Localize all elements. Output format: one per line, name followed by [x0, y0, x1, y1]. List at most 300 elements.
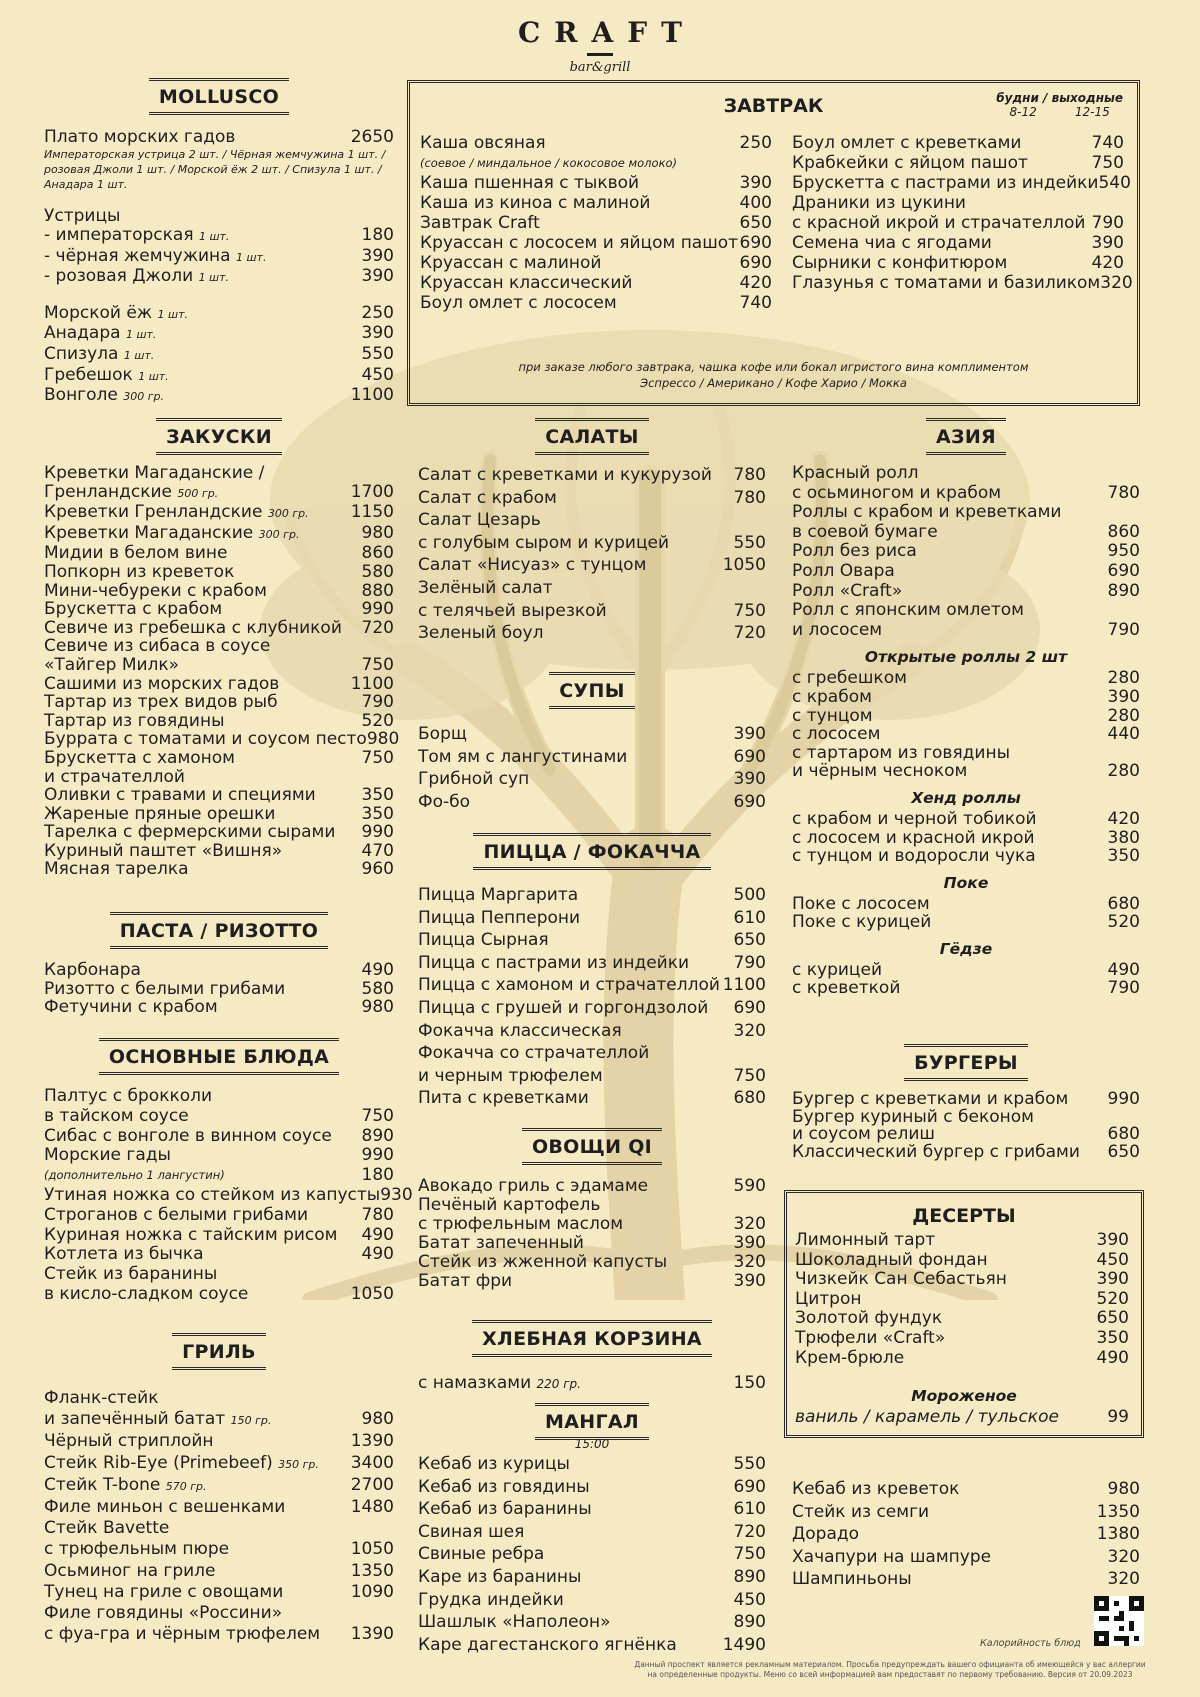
subsection-title: Гёдзе — [939, 939, 993, 958]
mangal-section — [418, 1403, 766, 1656]
item-unit: 150 гр. — [230, 1414, 272, 1428]
qr-code-icon[interactable] — [1094, 1596, 1144, 1646]
menu-item — [44, 1107, 394, 1127]
menu-item-price: 320 — [733, 1214, 766, 1234]
menu-item — [44, 1087, 394, 1107]
menu-item-name: Пицца с пастрами из индейки — [418, 952, 690, 973]
menu-item-price: 420 — [1107, 808, 1140, 829]
menu-item-price: 380 — [1107, 827, 1140, 848]
item-note: (соевое / миндальное / кокосовое молоко) — [420, 156, 678, 170]
menu-item-name: Свиная шея — [418, 1521, 525, 1542]
menu-item — [44, 1624, 394, 1645]
menu-item-price: 790 — [733, 952, 766, 973]
salaty-section — [418, 418, 766, 645]
menu-item-price: 1480 — [350, 1497, 394, 1518]
menu-item — [792, 669, 1140, 688]
menu-item-name: и черным трюфелем — [418, 1065, 603, 1086]
menu-item-name: с трюфельным маслом — [418, 1214, 624, 1234]
menu-item-price: 750 — [733, 1544, 766, 1565]
menu-item-price: 580 — [361, 978, 394, 999]
menu-item-price: 390 — [361, 266, 394, 287]
menu-item-price: 610 — [733, 907, 766, 928]
menu-item-name: Плато морских гадов — [44, 127, 236, 147]
menu-item-price: 980 — [361, 1409, 394, 1430]
menu-item-price: 650 — [739, 213, 772, 233]
menu-item — [418, 884, 766, 907]
menu-item-name: Фокачча со страчателлой — [418, 1043, 650, 1064]
menu-item-name: Стейк Rib-Eye (Primebeef) — [44, 1452, 273, 1473]
menu-item-price: 390 — [733, 1233, 766, 1253]
menu-item-name: Тарелка с фермерскими сырами — [44, 822, 336, 843]
menu-item-name: Осьминог на гриле — [44, 1560, 216, 1581]
menu-item-price: 280 — [1107, 668, 1140, 689]
menu-item-name: и соусом релиш — [792, 1124, 935, 1145]
menu-item-name: Зелёный салат — [418, 577, 553, 598]
menu-item-name: Утиная ножка со стейком из капусты — [44, 1184, 381, 1205]
menu-item — [418, 746, 766, 769]
menu-item-price: 390 — [1096, 1269, 1129, 1290]
menu-item-name: Брускетта с пастрами из индейки — [792, 173, 1099, 193]
menu-item-name: Бургер куриный с беконом — [792, 1106, 1034, 1127]
menu-item — [792, 173, 1131, 193]
menu-item-name: Круассан с лососем и яйцом пашот — [420, 233, 739, 253]
menu-item — [418, 929, 766, 952]
menu-item-price: 790 — [1107, 619, 1140, 640]
menu-item-name: Кебаб из креветок — [792, 1479, 960, 1499]
menu-item — [418, 791, 766, 814]
menu-item-price: 390 — [1091, 233, 1124, 253]
menu-item — [44, 1431, 394, 1452]
menu-item-price: 690 — [739, 253, 772, 273]
breakfast-box — [407, 80, 1140, 406]
mangal-extra — [792, 1478, 1140, 1591]
menu-item-name: Цитрон — [795, 1288, 862, 1309]
section-title: ЗАКУСКИ — [156, 418, 282, 455]
menu-item — [792, 810, 1140, 829]
menu-item — [792, 542, 1140, 562]
disclaimer-line: Данный проспект является рекламным материалом. Просьба предупреждать вашего официанта об имеющейся у вас аллергии — [634, 1660, 1146, 1669]
menu-item-price: 520 — [1107, 912, 1140, 933]
menu-item-price: 450 — [733, 1589, 766, 1610]
menu-item-price: 3400 — [350, 1452, 394, 1473]
menu-item — [418, 1234, 766, 1253]
section-title: ДЕСЕРТЫ — [912, 1205, 1016, 1227]
menu-item-price: 470 — [361, 840, 394, 861]
menu-item-name: Тартар из говядины — [44, 710, 225, 731]
menu-item-price: 390 — [1096, 1230, 1129, 1250]
item-unit: 1 шт. — [125, 328, 157, 342]
menu-item-name: с курицей — [792, 959, 882, 980]
menu-item-name: Ролл «Craft» — [792, 580, 903, 601]
menu-item-price: 350 — [1096, 1327, 1129, 1348]
menu-item — [44, 544, 394, 563]
menu-item — [795, 1251, 1129, 1271]
menu-item — [792, 744, 1140, 763]
menu-item-price: 890 — [733, 1566, 766, 1587]
menu-item-name: Салат с креветками и кукурузой — [418, 465, 712, 485]
menu-item — [44, 786, 394, 805]
menu-item — [418, 1521, 766, 1544]
menu-item-price: 690 — [733, 791, 766, 812]
menu-item — [44, 805, 394, 824]
section-title: ПАСТА / РИЗОТТО — [110, 912, 328, 949]
menu-item-price: 1350 — [350, 1560, 394, 1581]
menu-item-name: с гребешком — [792, 668, 907, 689]
item-unit: 1 шт. — [236, 250, 267, 264]
menu-item — [44, 304, 394, 325]
menu-item — [44, 464, 394, 483]
item-unit: 300 гр. — [258, 527, 300, 541]
menu-item — [44, 1265, 394, 1285]
menu-item — [792, 213, 1124, 233]
menu-item-name: с голубым сыром и курицей — [418, 532, 670, 553]
menu-item-name: с осьминогом и крабом — [792, 482, 1002, 503]
menu-item — [44, 1285, 394, 1305]
menu-item — [44, 1518, 394, 1539]
menu-item-name: ваниль / карамель / тульское — [795, 1407, 1059, 1427]
menu-item — [418, 1373, 766, 1394]
menu-item — [44, 749, 394, 768]
menu-item-name: Морские гады — [44, 1145, 171, 1166]
menu-item — [44, 345, 394, 366]
menu-item — [792, 153, 1124, 173]
menu-item-name: с трюфельным пюре — [44, 1539, 230, 1560]
menu-item-price: 280 — [1107, 705, 1140, 726]
menu-item-name: Ролл с японским омлетом — [792, 600, 1024, 621]
menu-item-price: 950 — [1107, 541, 1140, 562]
subsection-title: Открытые роллы 2 шт — [864, 648, 1068, 667]
menu-item-name: Пицца Маргарита — [418, 885, 579, 905]
menu-item-name: Сашими из морских гадов — [44, 673, 280, 694]
menu-item — [44, 729, 400, 750]
menu-item-name: Зеленый боул — [418, 623, 544, 644]
section-title: САЛАТЫ — [535, 418, 649, 455]
menu-item-name: Креветки Магаданские / — [44, 463, 265, 483]
menu-item — [418, 1196, 766, 1215]
menu-item — [44, 860, 394, 879]
menu-item — [792, 464, 1140, 484]
menu-item — [44, 637, 394, 656]
menu-item — [44, 600, 394, 619]
menu-item — [44, 1475, 394, 1497]
menu-item-name: Стейк Bavette — [44, 1518, 170, 1539]
menu-item-name: Гренландские — [44, 481, 173, 502]
menu-item — [44, 768, 394, 787]
note-line: при заказе любого завтрака, чашка кофе или бокал игристого вина комплиментом — [518, 360, 1029, 374]
menu-item — [44, 842, 394, 861]
menu-item-name: с лососем и красной икрой — [792, 827, 1035, 848]
menu-item-name: Пицца Пепперони — [418, 907, 581, 928]
menu-item-price: 390 — [733, 724, 766, 744]
menu-item-price: 1100 — [350, 385, 394, 406]
menu-item — [44, 1245, 394, 1265]
menu-item-name: Борщ — [418, 724, 467, 744]
menu-item — [418, 1020, 766, 1043]
menu-item — [44, 712, 394, 731]
menu-item — [792, 847, 1140, 866]
menu-item — [792, 707, 1140, 726]
menu-item-price: 540 — [1098, 173, 1131, 193]
item-unit: 500 гр. — [177, 486, 219, 500]
menu-item-price: 750 — [361, 654, 394, 675]
menu-item-name: Куриная ножка с тайским рисом — [44, 1224, 338, 1245]
menu-item — [420, 213, 772, 233]
hours-values: 8-12 12-15 — [1009, 105, 1110, 119]
menu-item-price: 99 — [1107, 1407, 1129, 1427]
menu-item-name: с тунцом — [792, 705, 873, 726]
menu-item-name: Пита с креветками — [418, 1088, 589, 1109]
menu-item — [792, 913, 1140, 932]
menu-item-price: 890 — [1107, 580, 1140, 601]
menu-item-name: Поке с лососем — [792, 893, 930, 914]
menu-item-price: 320 — [733, 1252, 766, 1272]
section-title: МАНГАЛ — [535, 1403, 649, 1440]
menu-item-name: Хачапури на шампуре — [792, 1546, 992, 1567]
menu-item-name: с фуа-гра и чёрным трюфелем — [44, 1624, 321, 1645]
menu-item-price: 420 — [1091, 253, 1124, 273]
section-title: ГРИЛЬ — [172, 1333, 266, 1370]
menu-item-price: 720 — [361, 617, 394, 638]
section-title: ПИЦЦА / ФОКАЧЧА — [473, 833, 710, 870]
section-title: БУРГЕРЫ — [904, 1044, 1028, 1081]
menu-item-price: 490 — [1107, 959, 1140, 980]
menu-item-price: 2700 — [350, 1474, 394, 1495]
brand-name: CRAFT — [518, 16, 696, 49]
menu-item — [44, 823, 394, 842]
menu-item — [792, 725, 1140, 744]
menu-item-name: Спизула — [44, 343, 119, 364]
menu-item-price: 1100 — [350, 673, 394, 694]
menu-item — [420, 173, 772, 193]
menu-item — [418, 600, 766, 623]
menu-item-name: Лимонный тарт — [795, 1230, 936, 1250]
menu-item-price: 980 — [361, 522, 394, 543]
menu-item — [792, 273, 1133, 293]
menu-item — [44, 324, 394, 345]
menu-item-name: Каре из баранины — [418, 1566, 582, 1587]
breakfast-hours — [996, 91, 1123, 119]
menu-item-price: 740 — [739, 293, 772, 313]
menu-item — [418, 1042, 766, 1065]
menu-item-price: 250 — [739, 133, 772, 153]
menu-item-price: 320 — [733, 1020, 766, 1041]
item-unit: 1 шт. — [138, 369, 169, 383]
menu-item-price: 990 — [361, 822, 394, 843]
menu-item-name: - розовая Джоли — [44, 266, 194, 287]
menu-item-name: Поке с курицей — [792, 912, 932, 933]
menu-item-price: 980 — [361, 997, 394, 1018]
menu-item — [792, 1478, 1140, 1501]
menu-item-name: Креветки Магаданские — [44, 522, 254, 543]
menu-item-name: с тартаром из говядины — [792, 742, 1011, 763]
menu-item-price: 690 — [1107, 560, 1140, 581]
menu-item-name: Драники из цукини — [792, 193, 966, 213]
menu-item-name: Семена чиа с ягодами — [792, 233, 992, 253]
menu-item-name: Стейк T-bone — [44, 1474, 161, 1495]
menu-item — [418, 487, 766, 510]
menu-item-name: Каша овсяная — [420, 133, 546, 153]
menu-item-price: 1150 — [350, 502, 394, 523]
menu-item — [418, 768, 766, 791]
menu-item-price: 490 — [361, 1244, 394, 1265]
menu-item — [418, 464, 766, 487]
menu-item — [792, 233, 1124, 253]
menu-item-price: 550 — [733, 1454, 766, 1474]
menu-item — [418, 1476, 766, 1499]
section-title: СУПЫ — [549, 672, 634, 709]
menu-item — [418, 577, 766, 600]
menu-item-price: 1050 — [722, 555, 766, 576]
disclaimer — [620, 1660, 1160, 1680]
menu-item-name: Стейк из баранины — [44, 1264, 218, 1285]
menu-item-price: 500 — [733, 885, 766, 905]
item-note: (дополнительно 1 лангустин) — [44, 1168, 225, 1183]
pasta-section — [44, 912, 394, 1017]
brand-subtitle: bar&grill — [569, 60, 631, 75]
menu-item-name: Попкорн из креветок — [44, 561, 235, 582]
menu-item — [792, 1568, 1140, 1591]
menu-item — [44, 247, 394, 268]
menu-item-name: Брускетта с крабом — [44, 599, 223, 620]
subsection-title: Хенд роллы — [911, 788, 1021, 807]
menu-item — [420, 273, 772, 293]
menu-item-name: Буррата с томатами и соусом песто — [44, 729, 367, 750]
menu-item-price: 990 — [361, 599, 394, 620]
menu-item-name: Золотой фундук — [795, 1308, 943, 1329]
menu-item-name: Ролл без риса — [792, 541, 917, 562]
menu-item-name: Каре дагестанского ягнёнка — [418, 1634, 677, 1655]
menu-item — [418, 974, 766, 997]
menu-item-name: Крем-брюле — [795, 1347, 905, 1368]
menu-item — [795, 1309, 1129, 1329]
menu-item-name: Боул омлет с лососем — [420, 293, 617, 313]
menu-item-name: и страчателлой — [44, 766, 185, 787]
menu-item-price: 550 — [361, 343, 394, 364]
menu-item-name: Пицца с хамоном и страчателлой — [418, 975, 720, 996]
section-title: MOLLUSCO — [149, 78, 289, 115]
menu-item-price: 180 — [361, 1165, 394, 1186]
menu-item-price: 180 — [361, 225, 394, 245]
menu-item-price: 680 — [1107, 893, 1140, 914]
section-title: ОВОЩИ QI — [522, 1128, 662, 1165]
menu-item — [792, 621, 1140, 641]
menu-item-price: 720 — [733, 1521, 766, 1542]
menu-item-name: Классический бургер с грибами — [792, 1141, 1080, 1162]
menu-item-name: Пицца с грушей и горгондзолой — [418, 997, 709, 1018]
menu-item — [44, 1497, 394, 1518]
menu-item-price: 320 — [1100, 273, 1133, 293]
item-note: Императорская устрица 2 шт. / Чёрная жемчужина 1 шт. / розовая Джоли 1 шт. / Морской ёж 2 шт. / Спизула 1 шт. / Анадара 1 шт. — [44, 148, 386, 191]
menu-item-price: 490 — [361, 960, 394, 980]
menu-item-price: 890 — [361, 1125, 394, 1146]
menu-item-price: 390 — [361, 245, 394, 266]
hours-label: будни / выходные — [996, 91, 1123, 105]
menu-item — [418, 1065, 766, 1088]
menu-item — [795, 1290, 1129, 1310]
menu-item-price: 1700 — [350, 481, 394, 502]
menu-item — [44, 675, 394, 694]
menu-item-name: и запечённый батат — [44, 1409, 226, 1430]
menu-item-name: Завтрак Craft — [420, 213, 540, 233]
menu-item-name: Фетучини с крабом — [44, 997, 218, 1018]
menu-item-name: Круассан классический — [420, 273, 633, 293]
menu-item — [792, 1501, 1140, 1524]
aziya-section — [792, 418, 1140, 998]
menu-item-price: 1390 — [350, 1431, 394, 1452]
menu-item-name: Каша из киноа с малиной — [420, 193, 651, 213]
menu-item — [44, 1146, 394, 1166]
menu-item-price: 520 — [1096, 1288, 1129, 1309]
desserts-box — [784, 1190, 1144, 1438]
section-title: АЗИЯ — [926, 418, 1006, 455]
menu-item-price: 790 — [361, 692, 394, 713]
menu-item — [44, 656, 394, 675]
menu-item — [44, 563, 394, 582]
menu-item-name: Сырники с конфитюром — [792, 253, 1008, 273]
menu-item — [792, 1141, 1140, 1162]
menu-item-name: Тартар из трех видов рыб — [44, 692, 278, 713]
mangal-time: 15:00 — [574, 1437, 610, 1451]
menu-item — [795, 1270, 1129, 1290]
menu-item-name: Филе миньон с вешенками — [44, 1497, 286, 1518]
menu-item-price: 690 — [739, 233, 772, 253]
menu-item-price: 1100 — [722, 975, 766, 996]
menu-item-price: 490 — [361, 1224, 394, 1245]
menu-item — [792, 523, 1140, 543]
menu-item — [418, 952, 766, 975]
menu-item-name: Шампиньоны — [792, 1569, 912, 1590]
menu-item-price: 720 — [733, 623, 766, 644]
menu-item — [44, 619, 394, 638]
menu-item-price: 790 — [1091, 213, 1124, 233]
menu-item — [418, 1215, 766, 1234]
menu-item-name: Строганов с белыми грибами — [44, 1204, 309, 1225]
menu-item-price: 750 — [733, 1065, 766, 1086]
menu-item-name: с красной икрой и страчателлой — [792, 213, 1086, 233]
brand-logo — [0, 16, 1200, 75]
menu-item-name: Филе говядины «Россини» — [44, 1603, 283, 1624]
item-unit: 1 шт. — [157, 307, 188, 321]
menu-item — [418, 532, 766, 555]
menu-item-name: Кебаб из говядины — [418, 1476, 590, 1497]
item-unit: 300 гр. — [267, 507, 309, 521]
menu-item-price: 1090 — [350, 1581, 394, 1602]
menu-item — [418, 1272, 766, 1291]
menu-item-price: 750 — [733, 600, 766, 621]
item-unit: 570 гр. — [165, 1479, 207, 1493]
menu-item — [792, 979, 1140, 998]
menu-item — [44, 1184, 413, 1206]
menu-item — [44, 1561, 394, 1582]
menu-item-name: Салат Цезарь — [418, 510, 541, 531]
burgery-section — [792, 1044, 1140, 1161]
menu-item-price: 980 — [366, 729, 400, 750]
menu-item-name: Куриный паштет «Вишня» — [44, 840, 283, 861]
menu-item-name: Салат «Нисуаз» с тунцом — [418, 555, 647, 576]
calories-label: Калорийность блюд — [980, 1638, 1081, 1649]
menu-item — [44, 386, 394, 407]
menu-item — [418, 1589, 766, 1612]
menu-item-price: 1390 — [350, 1624, 394, 1645]
menu-item — [792, 762, 1140, 781]
menu-item — [418, 1543, 766, 1566]
breakfast-note — [410, 359, 1137, 391]
menu-item-name: с намазками — [418, 1373, 532, 1393]
menu-item — [420, 253, 772, 273]
menu-item-name: Батат фри — [418, 1271, 513, 1291]
menu-item-name: Круассан с малиной — [420, 253, 602, 273]
menu-item-name: с телячьей вырезкой — [418, 600, 607, 621]
